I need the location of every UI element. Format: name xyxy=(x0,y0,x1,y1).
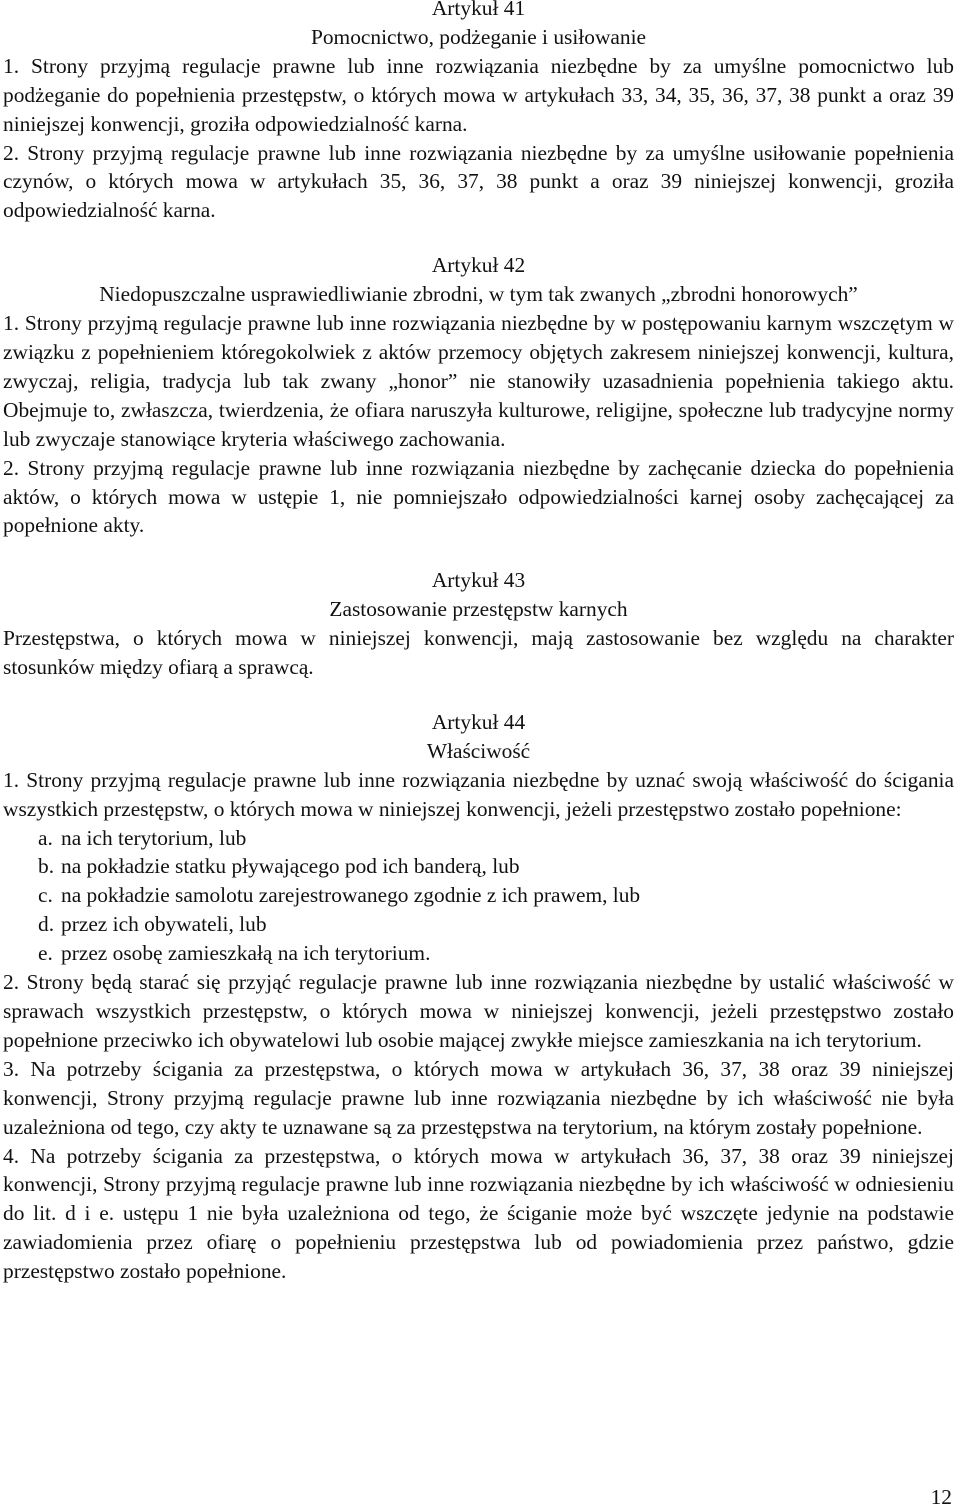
list-item-text: na ich terytorium, lub xyxy=(61,825,247,850)
list-marker: a. xyxy=(38,825,53,850)
article-paragraph: 2. Strony będą starać się przyjąć regulacje prawne lub inne rozwiązania niezbędne by ustalić właściwość w sprawach wszystkich przestępstw, o których mowa w niniejszej konwencji, jeżeli przestępstwo zostało popełnione przeciwko ich obywatelowi lub osobie mającej zwykłe miejsce zamieszkania na ich terytorium. xyxy=(3,970,954,1052)
article-subheading: Zastosowanie przestępstw karnych xyxy=(329,597,628,622)
article-41 xyxy=(3,0,954,225)
article-paragraph: 4. Na potrzeby ścigania za przestępstwa, o których mowa w artykułach 36, 37, 38 oraz 39 niniejszej konwencji, Strony przyjmą regulacje prawne lub inne rozwiązania niezbędne by ich właściwość w odniesieniu do lit. d i e. ustępu 1 nie była uzależniona od tego, że ściganie może być wszczęte jedynie na podstawie zawiadomienia przez ofiarę o popełnieniu przestępstwa lub od powiadomienia przez państwo, gdzie przestępstwo zostało popełnione. xyxy=(3,1143,954,1284)
list-item xyxy=(3,852,954,881)
article-44 xyxy=(3,708,954,1286)
article-heading: Artykuł 43 xyxy=(431,568,526,593)
list-marker: d. xyxy=(38,912,55,937)
article-subheading: Niedopuszczalne usprawiedliwianie zbrodni, w tym tak zwanych „zbrodni honorowych” xyxy=(99,282,858,307)
list-item xyxy=(3,881,954,910)
article-heading: Artykuł 41 xyxy=(431,0,526,20)
article-paragraph: 1. Strony przyjmą regulacje prawne lub inne rozwiązania niezbędne by za umyślne pomocnictwo lub podżeganie do popełnienia przestępstw, o których mowa w artykułach 33, 34, 35, 36, 37, 38 punkt a oraz 39 niniejszej konwencji, groziła odpowiedzialność karna. xyxy=(3,53,954,136)
list-item-text: przez ich obywateli, lub xyxy=(61,912,267,937)
article-paragraph: 2. Strony przyjmą regulacje prawne lub inne rozwiązania niezbędne by za umyślne usiłowanie popełnienia czynów, o których mowa w artykułach 35, 36, 37, 38 punkt a oraz 39 niniejszej konwencji, groziła odpowiedzialność karna. xyxy=(3,140,954,223)
article-paragraph: 1. Strony przyjmą regulacje prawne lub inne rozwiązania niezbędne by uznać swoją właściwość do ścigania wszystkich przestępstw, o których mowa w niniejszej konwencji, jeżeli przestępstwo zostało popełnione: xyxy=(3,767,954,821)
list-item xyxy=(3,824,954,853)
article-43 xyxy=(3,566,954,682)
list-marker: c. xyxy=(38,883,53,908)
list-item-text: przez osobę zamieszkałą na ich terytorium. xyxy=(61,941,431,966)
article-subheading: Właściwość xyxy=(426,738,531,763)
article-paragraph: 1. Strony przyjmą regulacje prawne lub inne rozwiązania niezbędne by w postępowaniu karnym wszczętym w związku z popełnieniem któregokolwiek z aktów przemocy objętych zakresem niniejszej konwencji, kultura, zwyczaj, religia, tradycja lub tak zwany „honor” nie stanowiły uzasadnienia popełnienia takiego aktu. Obejmuje to, zwłaszcza, twierdzenia, że ofiara naruszyła kulturowe, religijne, społeczne lub tradycyjne normy lub zwyczaje stanowiące kryteria właściwego zachowania. xyxy=(3,311,954,451)
article-heading: Artykuł 44 xyxy=(431,709,526,734)
document-page xyxy=(3,0,954,1286)
article-paragraph: 3. Na potrzeby ścigania za przestępstwa, o których mowa w artykułach 36, 37, 38 oraz 39 niniejszej konwencji, Strony przyjmą regulacje prawne lub inne rozwiązania niezbędne by ich właściwość nie była uzależniona od tego, czy akty te uznawane są za przestępstwa na terytorium, na którym zostały popełnione. xyxy=(3,1056,954,1139)
article-paragraph: Przestępstwa, o których mowa w niniejszej konwencji, mają zastosowanie bez względu na charakter stosunków między ofiarą a sprawcą. xyxy=(3,626,954,680)
list-item xyxy=(3,910,954,939)
list-marker: e. xyxy=(38,941,53,966)
article-42 xyxy=(3,251,954,540)
article-subheading: Pomocnictwo, podżeganie i usiłowanie xyxy=(310,24,647,49)
article-heading: Artykuł 42 xyxy=(431,253,526,278)
list-item-text: na pokładzie samolotu zarejestrowanego zgodnie z ich prawem, lub xyxy=(61,883,641,908)
list-item xyxy=(3,939,954,968)
list-item-text: na pokładzie statku pływającego pod ich banderą, lub xyxy=(61,854,520,879)
page-number: 12 xyxy=(930,1485,952,1509)
jurisdiction-list xyxy=(3,824,954,969)
list-marker: b. xyxy=(38,854,55,879)
article-paragraph: 2. Strony przyjmą regulacje prawne lub inne rozwiązania niezbędne by zachęcanie dziecka do popełnienia aktów, o których mowa w ustępie 1, nie pomniejszało odpowiedzialności karnej osoby zachęcającej za popełnione akty. xyxy=(3,455,954,538)
